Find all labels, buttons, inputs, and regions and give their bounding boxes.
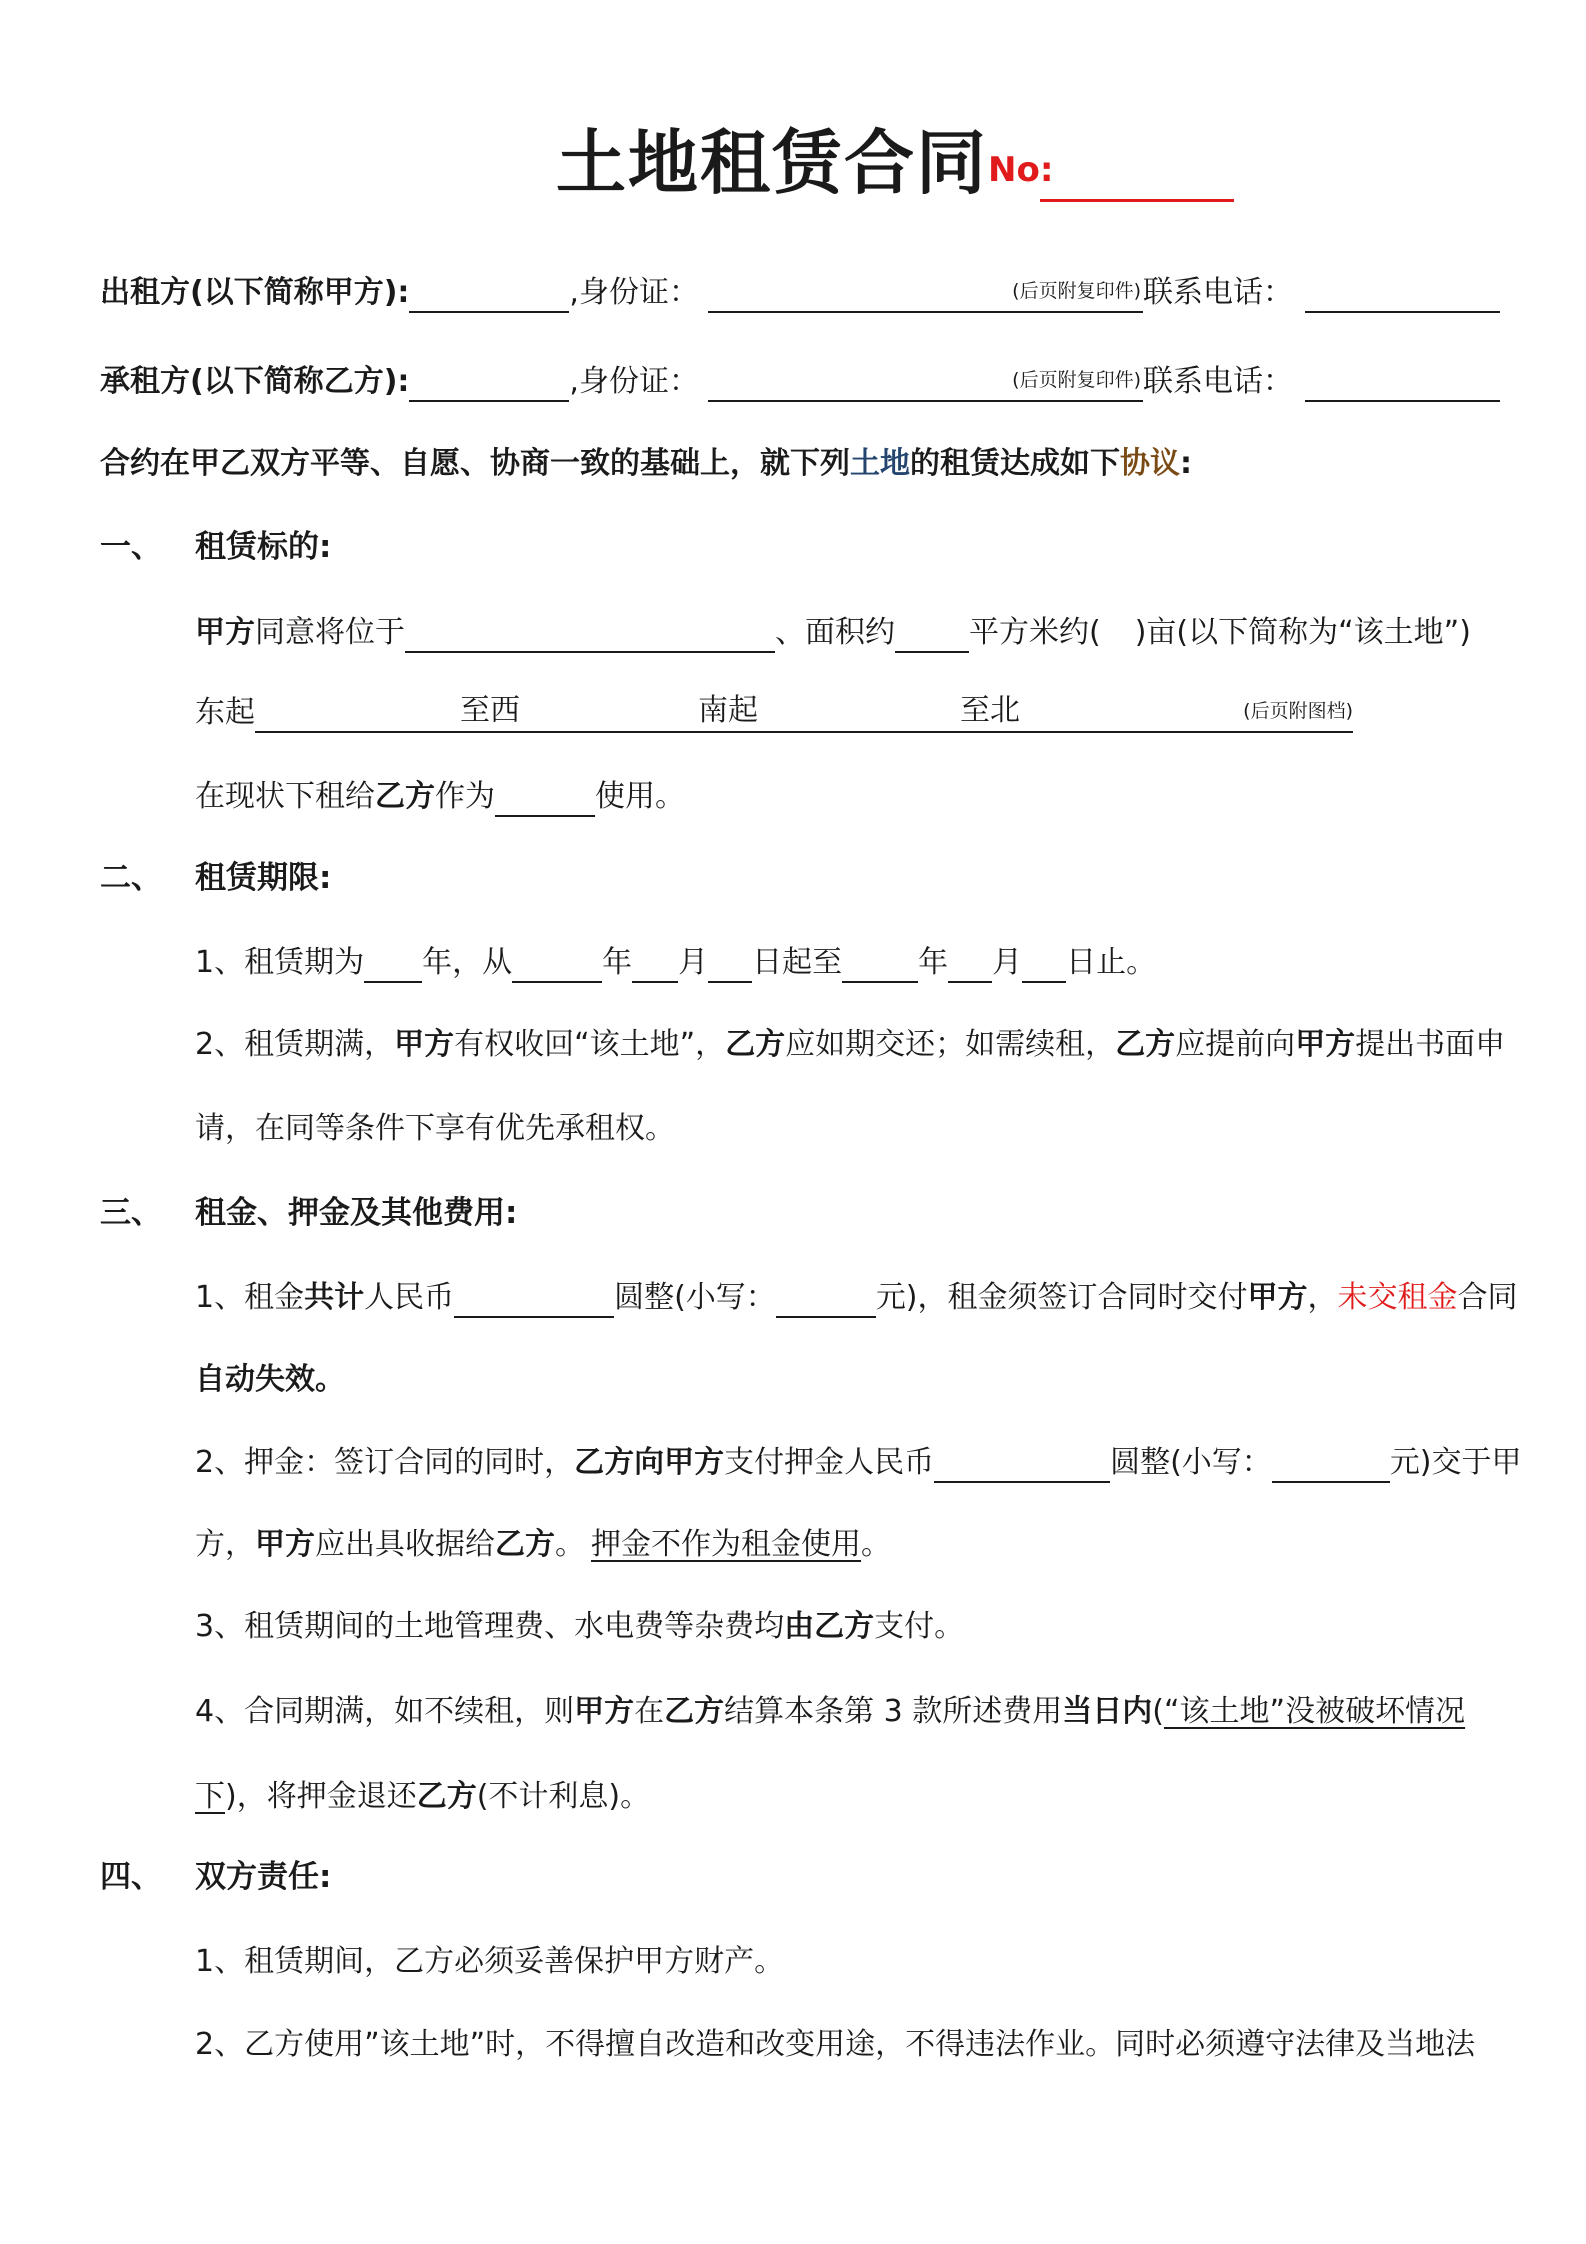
end-month-label: 月 <box>992 945 1023 980</box>
s3i2c-party-b: 乙方 <box>495 1527 555 1562</box>
end-month-blank[interactable] <box>948 949 992 983</box>
west-label: 至西 <box>460 693 520 728</box>
section-3-item-4 <box>195 1692 1465 1732</box>
s2i2-text-a: 2、租赁期满， <box>195 1027 395 1062</box>
lessee-row <box>100 362 699 402</box>
section-3-item-1-cont: 自动失效。 <box>195 1362 345 1397</box>
s3i2c-c: 应出具收据给 <box>315 1527 495 1562</box>
lessee-id-label: ,身份证： <box>569 364 699 399</box>
intro-land-word: 土地 <box>850 446 910 481</box>
s2i2-party-a: 甲方 <box>394 1027 455 1062</box>
section-3-item-4-cont <box>195 1777 650 1817</box>
section-4-number: 四、 <box>100 1859 162 1895</box>
section-4-item-2: 2、乙方使用”该土地”时，不得擅自改造和改变用途，不得违法作业。同时必须遵守法律及当地法 <box>195 2027 1476 2062</box>
s3i1-party-a: 甲方 <box>1247 1280 1308 1315</box>
usage-blank[interactable] <box>495 783 595 817</box>
s3i4-paren: ( <box>1152 1694 1164 1729</box>
party-b-ref: 乙方 <box>375 779 435 814</box>
s3i1-text-e: 元)，租金须签订合同时交付 <box>875 1280 1248 1315</box>
s3i1-total: 共计 <box>304 1280 365 1315</box>
s3i4-text-c: 在 <box>634 1694 665 1729</box>
intro-agreement-word: 协议 <box>1120 446 1180 481</box>
area-blank[interactable] <box>895 619 969 653</box>
s3i1-contract: 合同 <box>1457 1280 1518 1315</box>
lessor-phone-label: 联系电话： <box>1143 275 1293 310</box>
s3i4c-party-b: 乙方 <box>416 1779 477 1814</box>
end-day-blank[interactable] <box>1022 949 1066 983</box>
deposit-small-blank[interactable] <box>1272 1449 1390 1483</box>
s3i2-small-label: 圆整(小写： <box>1110 1445 1272 1480</box>
section-3-item-2 <box>195 1443 1522 1483</box>
s3i2c-a: 方， <box>195 1527 255 1562</box>
rent-small-blank[interactable] <box>776 1284 876 1318</box>
term-label: 1、租赁期为 <box>195 945 365 980</box>
lessee-phone-blank[interactable] <box>1305 368 1500 402</box>
deposit-not-rent-note: 押金不作为租金使用 <box>591 1527 861 1562</box>
lessee-id-blank[interactable] <box>708 366 1143 402</box>
lessor-label: 出租方(以下简称甲方): <box>100 275 410 310</box>
end-day-label: 日止。 <box>1066 945 1157 980</box>
section-3-item-3 <box>195 1607 964 1647</box>
s2i2-party-a-2: 甲方 <box>1295 1027 1356 1062</box>
end-year-blank[interactable] <box>842 949 918 983</box>
s3i3-text-c: 支付。 <box>874 1609 965 1644</box>
section-1-number: 一、 <box>100 529 162 565</box>
contract-number-blank[interactable] <box>1040 199 1234 202</box>
s2i2-party-b: 乙方 <box>725 1027 786 1062</box>
section-2-number: 二、 <box>100 860 162 896</box>
s1-as-text: 作为 <box>435 779 495 814</box>
s3i4c-a: 下 <box>195 1779 225 1814</box>
boundaries-blank[interactable] <box>255 695 1353 733</box>
intro-text-2: 的租赁达成如下 <box>910 446 1120 481</box>
start-year-label: 年 <box>602 945 633 980</box>
section-3-item-1 <box>195 1278 1518 1318</box>
location-blank[interactable] <box>405 619 775 653</box>
s3i4-condition: “该土地”没被破坏情况 <box>1163 1694 1466 1729</box>
s3i2-text-a: 2、押金：签订合同的同时， <box>195 1445 575 1480</box>
section-2-item-2 <box>195 1025 1505 1065</box>
section-4-title: 双方责任: <box>195 1859 332 1895</box>
section-3-item-2-cont <box>195 1525 891 1565</box>
contract-number-label: No: <box>988 150 1054 190</box>
lessor-id-row <box>708 273 1500 313</box>
deposit-amount-blank[interactable] <box>934 1449 1110 1483</box>
south-label: 南起 <box>698 693 758 728</box>
s1-lease-text: 在现状下租给 <box>195 779 375 814</box>
map-attach-note: (后页附图档) <box>1243 700 1353 722</box>
s2i2-text-c: 有权收回“该土地”， <box>454 1027 726 1062</box>
s3i4-text-e: 结算本条第 3 款所述费用 <box>724 1694 1063 1729</box>
east-label: 东起 <box>195 695 255 730</box>
s3i4c-d: (不计利息)。 <box>476 1779 651 1814</box>
s3i2-text-e: 支付押金人民币 <box>724 1445 935 1480</box>
s3i1-small-label: 圆整(小写： <box>614 1280 776 1315</box>
s1-area-label: 、面积约 <box>775 615 895 650</box>
s3i4-same-day: 当日内 <box>1062 1694 1153 1729</box>
s3i4-text-a: 4、合同期满，如不续租，则 <box>195 1694 575 1729</box>
s1-sqm-label: 平方米约( <box>969 615 1101 650</box>
section-1-para-3 <box>195 777 685 817</box>
unpaid-rent-warning: 未交租金 <box>1337 1280 1458 1315</box>
lessee-phone-label: 联系电话： <box>1143 364 1293 399</box>
s3i2-party-b: 乙方 <box>574 1445 635 1480</box>
s3i3-text-a: 3、租赁期间的土地管理费、水电费等杂费均 <box>195 1609 785 1644</box>
s1-location-label: 同意将位于 <box>255 615 405 650</box>
s3i4-party-a: 甲方 <box>574 1694 635 1729</box>
lessor-row <box>100 273 699 313</box>
s3i2-to: 向 <box>634 1445 665 1480</box>
intro-text-3: : <box>1180 446 1192 481</box>
s3i2c-e: 。 <box>555 1527 585 1562</box>
s3i2-text-g: 元)交于甲 <box>1389 1445 1522 1480</box>
lessor-phone-blank[interactable] <box>1305 279 1500 313</box>
s3i4c-b: )，将押金退还 <box>225 1779 417 1814</box>
party-a-ref: 甲方 <box>195 615 255 650</box>
section-1-title: 租赁标的: <box>195 529 332 565</box>
start-day-label: 日起至 <box>752 945 843 980</box>
section-2-title: 租赁期限: <box>195 860 332 896</box>
start-month-label: 月 <box>678 945 709 980</box>
lessee-attach-note: (后页附复印件) <box>1012 369 1141 391</box>
lessor-id-label: ,身份证： <box>569 275 699 310</box>
section-1-para-1 <box>195 613 1471 653</box>
section-1-boundaries <box>195 693 1353 733</box>
start-day-blank[interactable] <box>708 949 752 983</box>
intro-text-1: 合约在甲乙双方平等、自愿、协商一致的基础上，就下列 <box>100 446 850 481</box>
lessee-label: 承租方(以下简称乙方): <box>100 364 410 399</box>
s2i2-text-e: 应如期交还；如需续租， <box>785 1027 1116 1062</box>
north-label: 至北 <box>960 693 1020 728</box>
lessor-attach-note: (后页附复印件) <box>1012 280 1141 302</box>
s2i2-party-b-2: 乙方 <box>1115 1027 1176 1062</box>
lessor-id-blank[interactable] <box>708 277 1143 313</box>
s1-mu-label: )亩(以下简称为“该土地”) <box>1134 615 1471 650</box>
page-title: 土地租赁合同 <box>556 122 988 204</box>
section-3-number: 三、 <box>100 1195 162 1231</box>
rent-amount-blank[interactable] <box>454 1284 614 1318</box>
s3i1-text-a: 1、租金 <box>195 1280 305 1315</box>
s3i2-party-a: 甲方 <box>664 1445 725 1480</box>
start-month-blank[interactable] <box>632 949 678 983</box>
s2i2-text-g: 应提前向 <box>1175 1027 1296 1062</box>
s1-use-text: 使用。 <box>595 779 685 814</box>
s3i1-comma: ， <box>1307 1280 1338 1315</box>
section-4-item-1: 1、租赁期间，乙方必须妥善保护甲方财产。 <box>195 1944 785 1979</box>
term-years-blank[interactable] <box>364 949 422 983</box>
end-year-label: 年 <box>918 945 949 980</box>
intro-paragraph <box>100 444 1192 484</box>
s3i4-party-b: 乙方 <box>664 1694 725 1729</box>
section-2-item-2-cont: 请，在同等条件下享有优先承租权。 <box>195 1111 675 1146</box>
term-from-label: 年，从 <box>422 945 513 980</box>
section-3-title: 租金、押金及其他费用: <box>195 1195 518 1231</box>
section-2-item-1 <box>195 943 1156 983</box>
lessor-name-blank[interactable] <box>409 279 569 313</box>
lessee-name-blank[interactable] <box>409 368 569 402</box>
s2i2-text-i: 提出书面申 <box>1355 1027 1506 1062</box>
s3i2c-g: 。 <box>861 1527 891 1562</box>
s3i3-party-b: 由乙方 <box>784 1609 875 1644</box>
start-year-blank[interactable] <box>512 949 602 983</box>
s3i2c-party-a: 甲方 <box>255 1527 315 1562</box>
lessee-id-row <box>708 362 1500 402</box>
s3i1-rmb: 人民币 <box>364 1280 455 1315</box>
